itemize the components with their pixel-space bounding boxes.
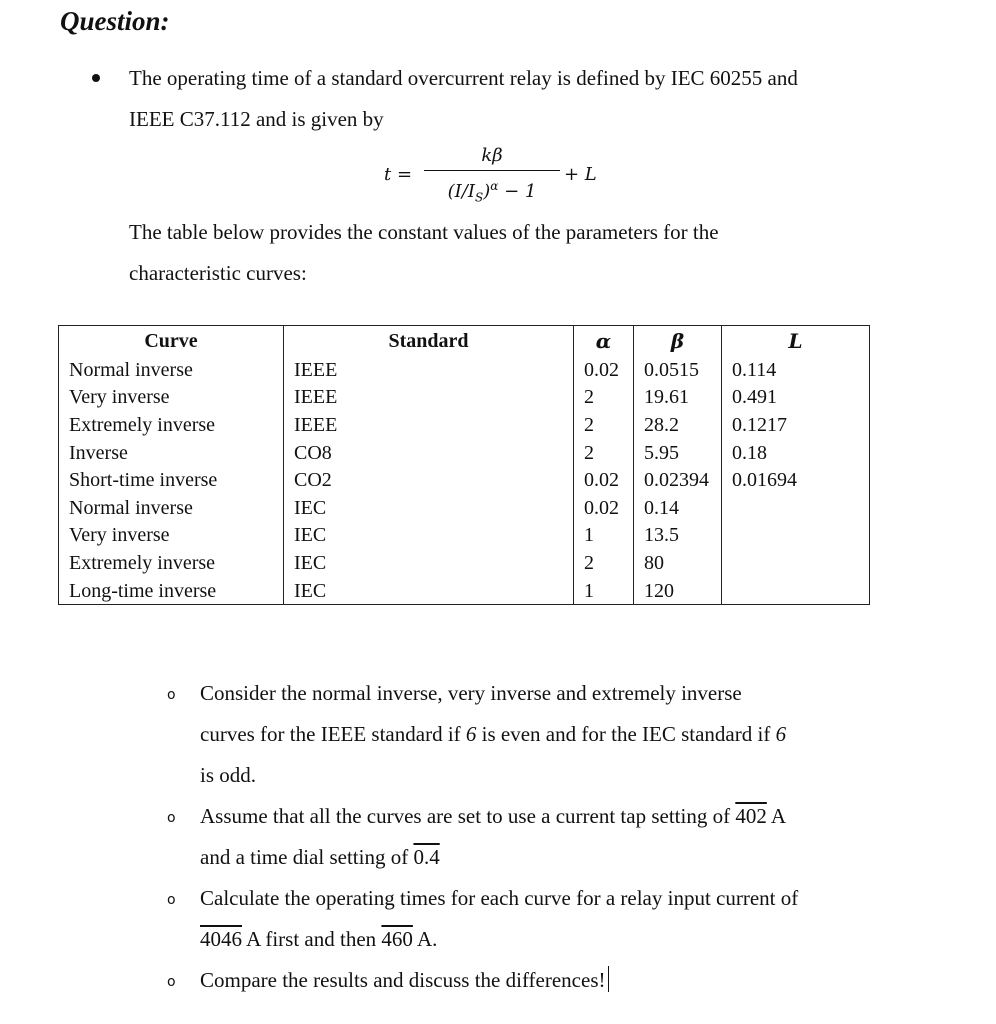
- cell-standard: IEEE: [284, 356, 574, 384]
- cell-curve: Normal inverse: [59, 356, 284, 384]
- cell-alpha: 1: [574, 577, 634, 605]
- table-row: [59, 577, 870, 605]
- cell-curve: Very inverse: [59, 522, 284, 550]
- table-row: [59, 494, 870, 522]
- table-intro-paragraph: [129, 212, 889, 294]
- cell-beta: 0.02394: [634, 466, 722, 494]
- cell-curve: Extremely inverse: [59, 411, 284, 439]
- bullet-icon: [92, 74, 100, 82]
- table-intro-line-2: characteristic curves:: [129, 261, 307, 285]
- cell-standard: CO2: [284, 466, 574, 494]
- cell-curve: Very inverse: [59, 384, 284, 412]
- hollow-bullet-icon: o: [167, 810, 176, 826]
- cell-l: 0.491: [722, 384, 870, 412]
- cell-standard: IEEE: [284, 411, 574, 439]
- cell-alpha: 0.02: [574, 466, 634, 494]
- formula-denominator: $(I/I_S)^\alpha - 1$: [447, 179, 537, 205]
- cell-beta: 5.95: [634, 439, 722, 467]
- header-beta: β: [634, 326, 722, 357]
- header-l: L: [722, 326, 870, 357]
- cell-curve: Long-time inverse: [59, 577, 284, 605]
- table-row: [59, 439, 870, 467]
- cell-beta: 80: [634, 549, 722, 577]
- cell-beta: 0.14: [634, 494, 722, 522]
- cell-curve: Short-time inverse: [59, 466, 284, 494]
- cell-l: [722, 577, 870, 605]
- cell-l: [722, 549, 870, 577]
- cell-curve: Inverse: [59, 439, 284, 467]
- intro-line-1: The operating time of a standard overcurrent relay is defined by IEC 60255 and: [129, 66, 798, 90]
- cell-standard: IEC: [284, 522, 574, 550]
- cell-alpha: 0.02: [574, 494, 634, 522]
- hollow-bullet-icon: o: [167, 687, 176, 703]
- cell-standard: IEC: [284, 577, 574, 605]
- cell-curve: Extremely inverse: [59, 549, 284, 577]
- cell-beta: 19.61: [634, 384, 722, 412]
- cell-standard: IEC: [284, 549, 574, 577]
- table-row: [59, 522, 870, 550]
- cell-beta: 28.2: [634, 411, 722, 439]
- cell-alpha: 2: [574, 384, 634, 412]
- cell-beta: 0.0515: [634, 356, 722, 384]
- table-intro-line-1: The table below provides the constant values of the parameters for the: [129, 220, 719, 244]
- cell-curve: Normal inverse: [59, 494, 284, 522]
- cell-alpha: 1: [574, 522, 634, 550]
- table-row: [59, 549, 870, 577]
- intro-line-2: IEEE C37.112 and is given by: [129, 107, 384, 131]
- header-curve: Curve: [59, 326, 284, 357]
- formula-fraction: [424, 142, 560, 205]
- header-alpha: α: [574, 326, 634, 357]
- cell-alpha: 2: [574, 439, 634, 467]
- table-header-row: [59, 326, 870, 357]
- formula-lhs: t =: [384, 164, 413, 185]
- table-row: [59, 384, 870, 412]
- cell-alpha: 2: [574, 411, 634, 439]
- cell-l: 0.01694: [722, 466, 870, 494]
- cell-l: 0.1217: [722, 411, 870, 439]
- table-row: [59, 356, 870, 384]
- cell-beta: 13.5: [634, 522, 722, 550]
- table-row: [59, 411, 870, 439]
- cell-l: [722, 522, 870, 550]
- cell-l: [722, 494, 870, 522]
- cell-l: 0.114: [722, 356, 870, 384]
- intro-paragraph: [129, 58, 889, 140]
- table-row: [59, 466, 870, 494]
- cell-beta: 120: [634, 577, 722, 605]
- hollow-bullet-icon: o: [167, 892, 176, 908]
- cell-standard: IEEE: [284, 384, 574, 412]
- header-standard: Standard: [284, 326, 574, 357]
- formula-numerator: kβ: [481, 145, 503, 166]
- cell-standard: CO8: [284, 439, 574, 467]
- parameters-table: [58, 325, 870, 605]
- text-cursor: [608, 966, 610, 992]
- cell-alpha: 0.02: [574, 356, 634, 384]
- hollow-bullet-icon: o: [167, 974, 176, 990]
- cell-l: 0.18: [722, 439, 870, 467]
- cell-alpha: 2: [574, 549, 634, 577]
- formula-rhs: + L: [564, 164, 597, 185]
- question-heading: Question:: [60, 6, 170, 36]
- cell-standard: IEC: [284, 494, 574, 522]
